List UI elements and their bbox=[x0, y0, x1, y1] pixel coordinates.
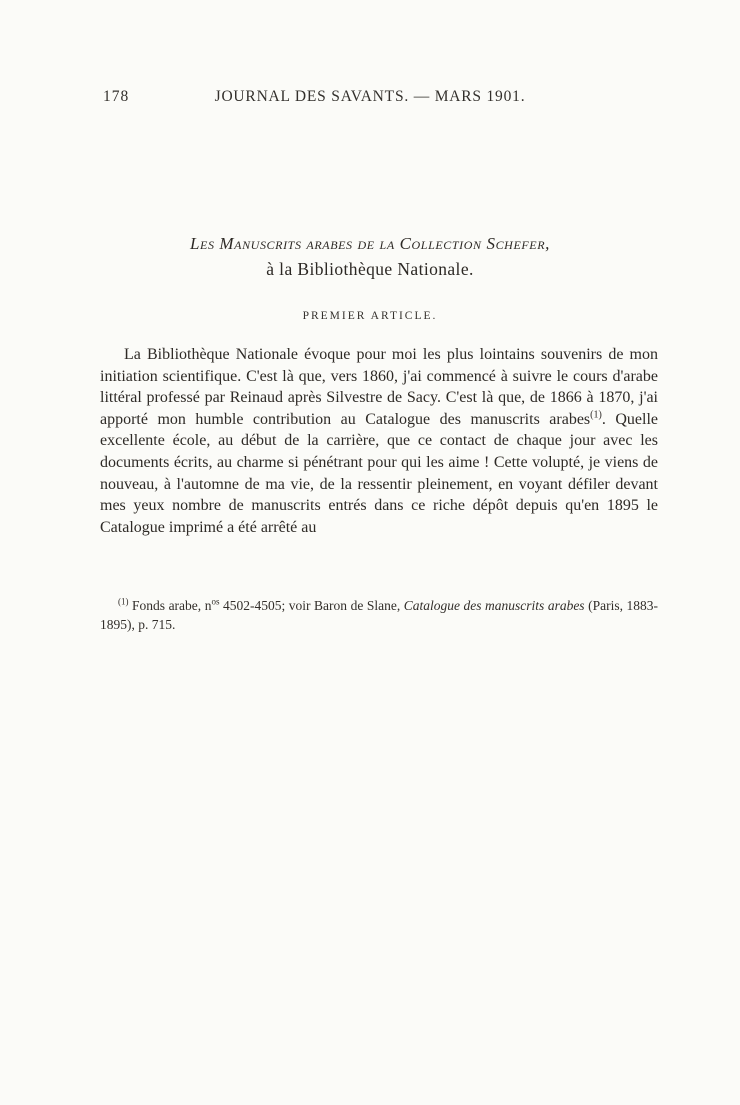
body-text-part-1: La Bibliothèque Nationale évoque pour moi les plus lointains souvenirs de mon initiation scientifique. C'est là que, vers 1860, j'ai commencé à suivre le cours d'arabe littéral professé par Reinaud après Silvestre de Sacy. C'est là que, de 1866 à 1870, j'ai apporté mon humble contribution au Catalogue des manuscrits arabes bbox=[100, 346, 658, 428]
section-heading: PREMIER ARTICLE. bbox=[302, 310, 438, 322]
footnote-text-part-1a: Fonds arabe, n bbox=[128, 598, 212, 613]
article-title-line-2: à la Bibliothèque Nationale. bbox=[266, 259, 474, 279]
article-body-paragraph bbox=[100, 344, 658, 538]
running-header bbox=[0, 88, 740, 106]
footnote-reference-marker: (1) bbox=[590, 409, 602, 421]
body-text-part-2: . Quelle excellente école, au début de la carrière, que ce contact de chaque jour avec les documents écrits, au charme si pénétrant pour qui les aime ! Cette volupté, je viens de nouveau, à l'automne de ma vie, de la ressentir pleinement, en voyant défiler devant mes yeux nombre de manuscrits entrés dans ce riche dépôt depuis qu'en 1895 le Catalogue imprimé a été arrêté au bbox=[100, 410, 658, 536]
page-number: 178 bbox=[103, 88, 130, 105]
footnote-text-part-2: (Paris, 1883-1895), p. 715. bbox=[100, 598, 659, 632]
footnote-superscript-os: os bbox=[211, 596, 220, 607]
article-title-block bbox=[0, 234, 740, 280]
footnote-block bbox=[100, 596, 658, 634]
footnote-cited-work-title: Catalogue des manuscrits arabes bbox=[403, 598, 585, 613]
journal-header-title: JOURNAL DES SAVANTS. — MARS 1901. bbox=[214, 88, 526, 105]
footnote-text-part-1b: 4502-4505; voir Baron de Slane, bbox=[219, 598, 404, 613]
footnote-marker: (1) bbox=[118, 596, 129, 607]
article-title-line-1: Les Manuscrits arabes de la Collection Schefer, bbox=[189, 234, 551, 253]
